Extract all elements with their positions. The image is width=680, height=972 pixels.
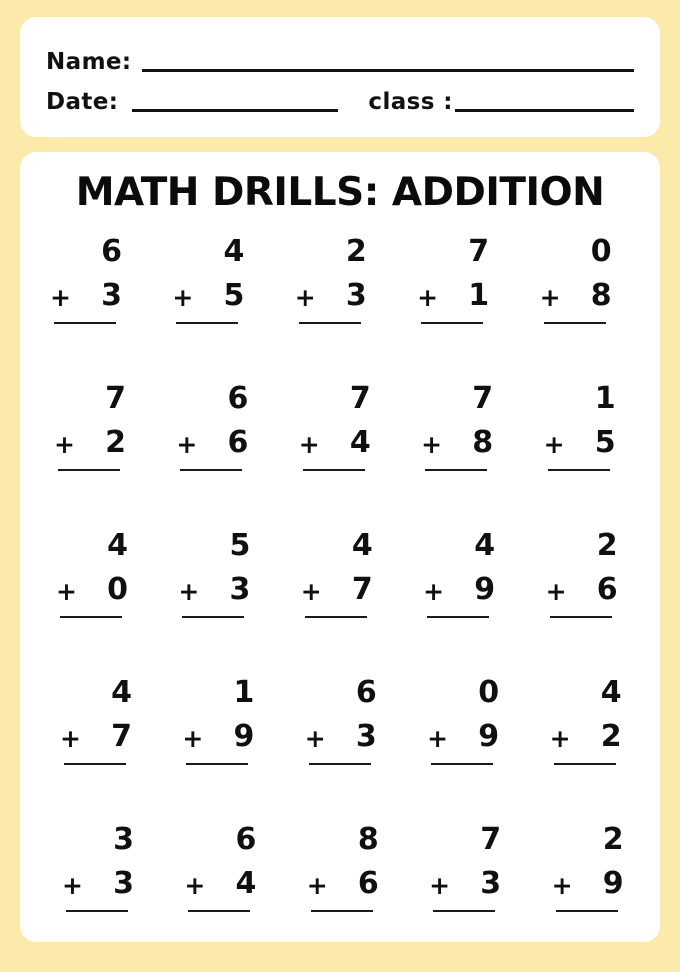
student-info-card [20,17,660,137]
operand-bottom: 3 [480,865,502,901]
operand-bottom-row [172,277,264,313]
name-label: Name: [46,49,132,75]
answer-line[interactable] [66,910,128,912]
problem-cell [401,527,523,678]
answer-line[interactable] [54,322,116,324]
problem-row [34,380,646,531]
addition-problem [423,527,515,618]
addition-problem [62,821,154,912]
problem-cell [524,380,646,531]
date-class-field-row [46,79,634,119]
addition-problem [421,380,513,471]
operand-top: 7 [105,380,126,416]
answer-line[interactable] [188,910,250,912]
operand-bottom: 2 [105,424,126,460]
answer-line[interactable] [299,322,361,324]
operand-bottom-row [551,865,644,901]
operand-top: 4 [223,233,245,269]
operand-bottom: 0 [107,571,128,607]
addition-problem [50,233,142,324]
problem-cell [156,380,278,531]
addition-problem [306,821,399,912]
addition-problem [294,233,387,324]
operand-bottom: 9 [474,571,496,607]
answer-line[interactable] [433,910,495,912]
operand-bottom-row [549,718,642,754]
operand-bottom: 3 [113,865,134,901]
addition-problem [545,527,638,618]
operand-top: 1 [594,380,616,416]
operand-top: 8 [357,821,379,857]
operand-bottom-row [178,571,270,607]
operand-top: 7 [472,380,494,416]
operand-top: 6 [235,821,257,857]
operand-top: 2 [602,821,624,857]
operand-bottom: 8 [590,277,612,313]
operand-bottom: 8 [472,424,494,460]
addition-problem [184,821,276,912]
plus-icon: + [417,282,439,312]
operand-top: 4 [474,527,496,563]
answer-line[interactable] [309,763,371,765]
addition-problem [429,821,521,912]
problem-cell [34,380,156,531]
operand-bottom: 9 [602,865,624,901]
operand-top: 0 [590,233,612,269]
answer-line[interactable] [311,910,373,912]
problem-cell [279,380,401,531]
operand-top: 3 [113,821,134,857]
addition-problem [549,674,642,765]
plus-icon: + [298,429,320,459]
problem-cell [156,527,278,678]
plus-icon: + [50,282,71,312]
problem-row [34,233,646,384]
operand-bottom-row [60,718,152,754]
problem-cell [279,233,401,384]
addition-problem [551,821,644,912]
addition-problem [54,380,146,471]
answer-line[interactable] [186,763,248,765]
answer-line[interactable] [425,469,487,471]
problem-cell [524,821,646,972]
operand-bottom: 1 [468,277,490,313]
answer-line[interactable] [58,469,120,471]
problem-cell [279,821,401,972]
operand-bottom: 5 [594,424,616,460]
plus-icon: + [60,723,81,753]
plus-icon: + [182,723,204,753]
operand-bottom-row [54,424,146,460]
problem-cell [156,821,278,972]
operand-top: 0 [478,674,500,710]
plus-icon: + [543,429,565,459]
answer-line[interactable] [427,616,489,618]
plus-icon: + [423,576,445,606]
operand-top: 2 [596,527,618,563]
operand-bottom-row [427,718,519,754]
problems-grid [20,233,660,972]
operand-bottom-row [306,865,399,901]
drills-card [20,152,660,942]
answer-line[interactable] [421,322,483,324]
page-title: MATH DRILLS: ADDITION [75,170,605,215]
plus-icon: + [545,576,567,606]
problem-cell [401,233,523,384]
plus-icon: + [178,576,200,606]
problem-cell [401,380,523,531]
operand-bottom: 9 [478,718,500,754]
operand-bottom-row [417,277,509,313]
answer-line[interactable] [176,322,238,324]
operand-bottom: 6 [596,571,618,607]
problem-cell [279,527,401,678]
operand-bottom: 7 [111,718,132,754]
operand-top: 7 [480,821,502,857]
operand-bottom-row [429,865,521,901]
answer-line[interactable] [64,763,126,765]
operand-bottom: 3 [345,277,367,313]
operand-top: 2 [345,233,367,269]
answer-line[interactable] [60,616,122,618]
operand-top: 7 [349,380,371,416]
addition-problem [417,233,509,324]
operand-top: 5 [229,527,251,563]
name-write-line[interactable] [142,69,634,72]
problem-cell [156,674,278,825]
answer-line[interactable] [544,322,606,324]
addition-problem [300,527,393,618]
problem-row [34,821,646,972]
addition-problem [60,674,152,765]
plus-icon: + [172,282,194,312]
answer-line[interactable] [550,616,612,618]
operand-bottom: 3 [229,571,251,607]
operand-bottom: 6 [227,424,249,460]
problem-cell [34,821,156,972]
operand-top: 4 [107,527,128,563]
addition-problem [182,674,274,765]
answer-line[interactable] [305,616,367,618]
plus-icon: + [551,870,573,900]
plus-icon: + [429,870,451,900]
answer-line[interactable] [548,469,610,471]
operand-bottom-row [421,424,513,460]
plus-icon: + [304,723,326,753]
answer-line[interactable] [554,763,616,765]
problem-cell [279,674,401,825]
problem-cell [524,674,646,825]
problem-cell [401,821,523,972]
problem-cell [156,233,278,384]
answer-line[interactable] [431,763,493,765]
class-write-line[interactable] [455,109,634,112]
answer-line[interactable] [180,469,242,471]
addition-problem [539,233,632,324]
problem-cell [34,674,156,825]
operand-bottom: 6 [357,865,379,901]
plus-icon: + [54,429,75,459]
operand-bottom-row [50,277,142,313]
operand-bottom: 5 [223,277,245,313]
addition-problem [304,674,397,765]
operand-bottom-row [182,718,274,754]
operand-bottom: 3 [101,277,122,313]
operand-top: 6 [101,233,122,269]
problem-row [34,674,646,825]
operand-top: 6 [355,674,377,710]
date-write-line[interactable] [132,109,338,112]
plus-icon: + [427,723,449,753]
class-label: class : [368,89,453,115]
answer-line[interactable] [556,910,618,912]
operand-bottom-row [423,571,515,607]
operand-bottom-row [304,718,397,754]
operand-bottom-row [300,571,393,607]
plus-icon: + [176,429,198,459]
plus-icon: + [56,576,77,606]
addition-problem [543,380,636,471]
plus-icon: + [300,576,322,606]
addition-problem [56,527,148,618]
problem-cell [401,674,523,825]
operand-bottom-row [184,865,276,901]
operand-top: 4 [600,674,622,710]
operand-bottom: 7 [351,571,373,607]
operand-bottom-row [543,424,636,460]
operand-top: 7 [468,233,490,269]
operand-bottom-row [176,424,268,460]
operand-bottom: 9 [233,718,255,754]
name-field-row [46,39,634,79]
plus-icon: + [421,429,443,459]
operand-bottom-row [56,571,148,607]
plus-icon: + [539,282,561,312]
problem-cell [34,527,156,678]
operand-top: 4 [111,674,132,710]
addition-problem [172,233,264,324]
operand-bottom-row [294,277,387,313]
answer-line[interactable] [182,616,244,618]
operand-bottom: 4 [235,865,257,901]
plus-icon: + [62,870,83,900]
operand-bottom: 4 [349,424,371,460]
problem-cell [524,233,646,384]
plus-icon: + [549,723,571,753]
operand-bottom-row [539,277,632,313]
addition-problem [427,674,519,765]
operand-top: 6 [227,380,249,416]
plus-icon: + [184,870,206,900]
operand-bottom: 2 [600,718,622,754]
plus-icon: + [294,282,316,312]
answer-line[interactable] [303,469,365,471]
date-label: Date: [46,89,119,115]
operand-bottom-row [298,424,391,460]
addition-problem [178,527,270,618]
operand-bottom: 3 [355,718,377,754]
problem-row [34,527,646,678]
addition-problem [176,380,268,471]
plus-icon: + [306,870,328,900]
addition-problem [298,380,391,471]
operand-bottom-row [62,865,154,901]
operand-top: 1 [233,674,255,710]
problem-cell [524,527,646,678]
problem-cell [34,233,156,384]
operand-bottom-row [545,571,638,607]
operand-top: 4 [351,527,373,563]
